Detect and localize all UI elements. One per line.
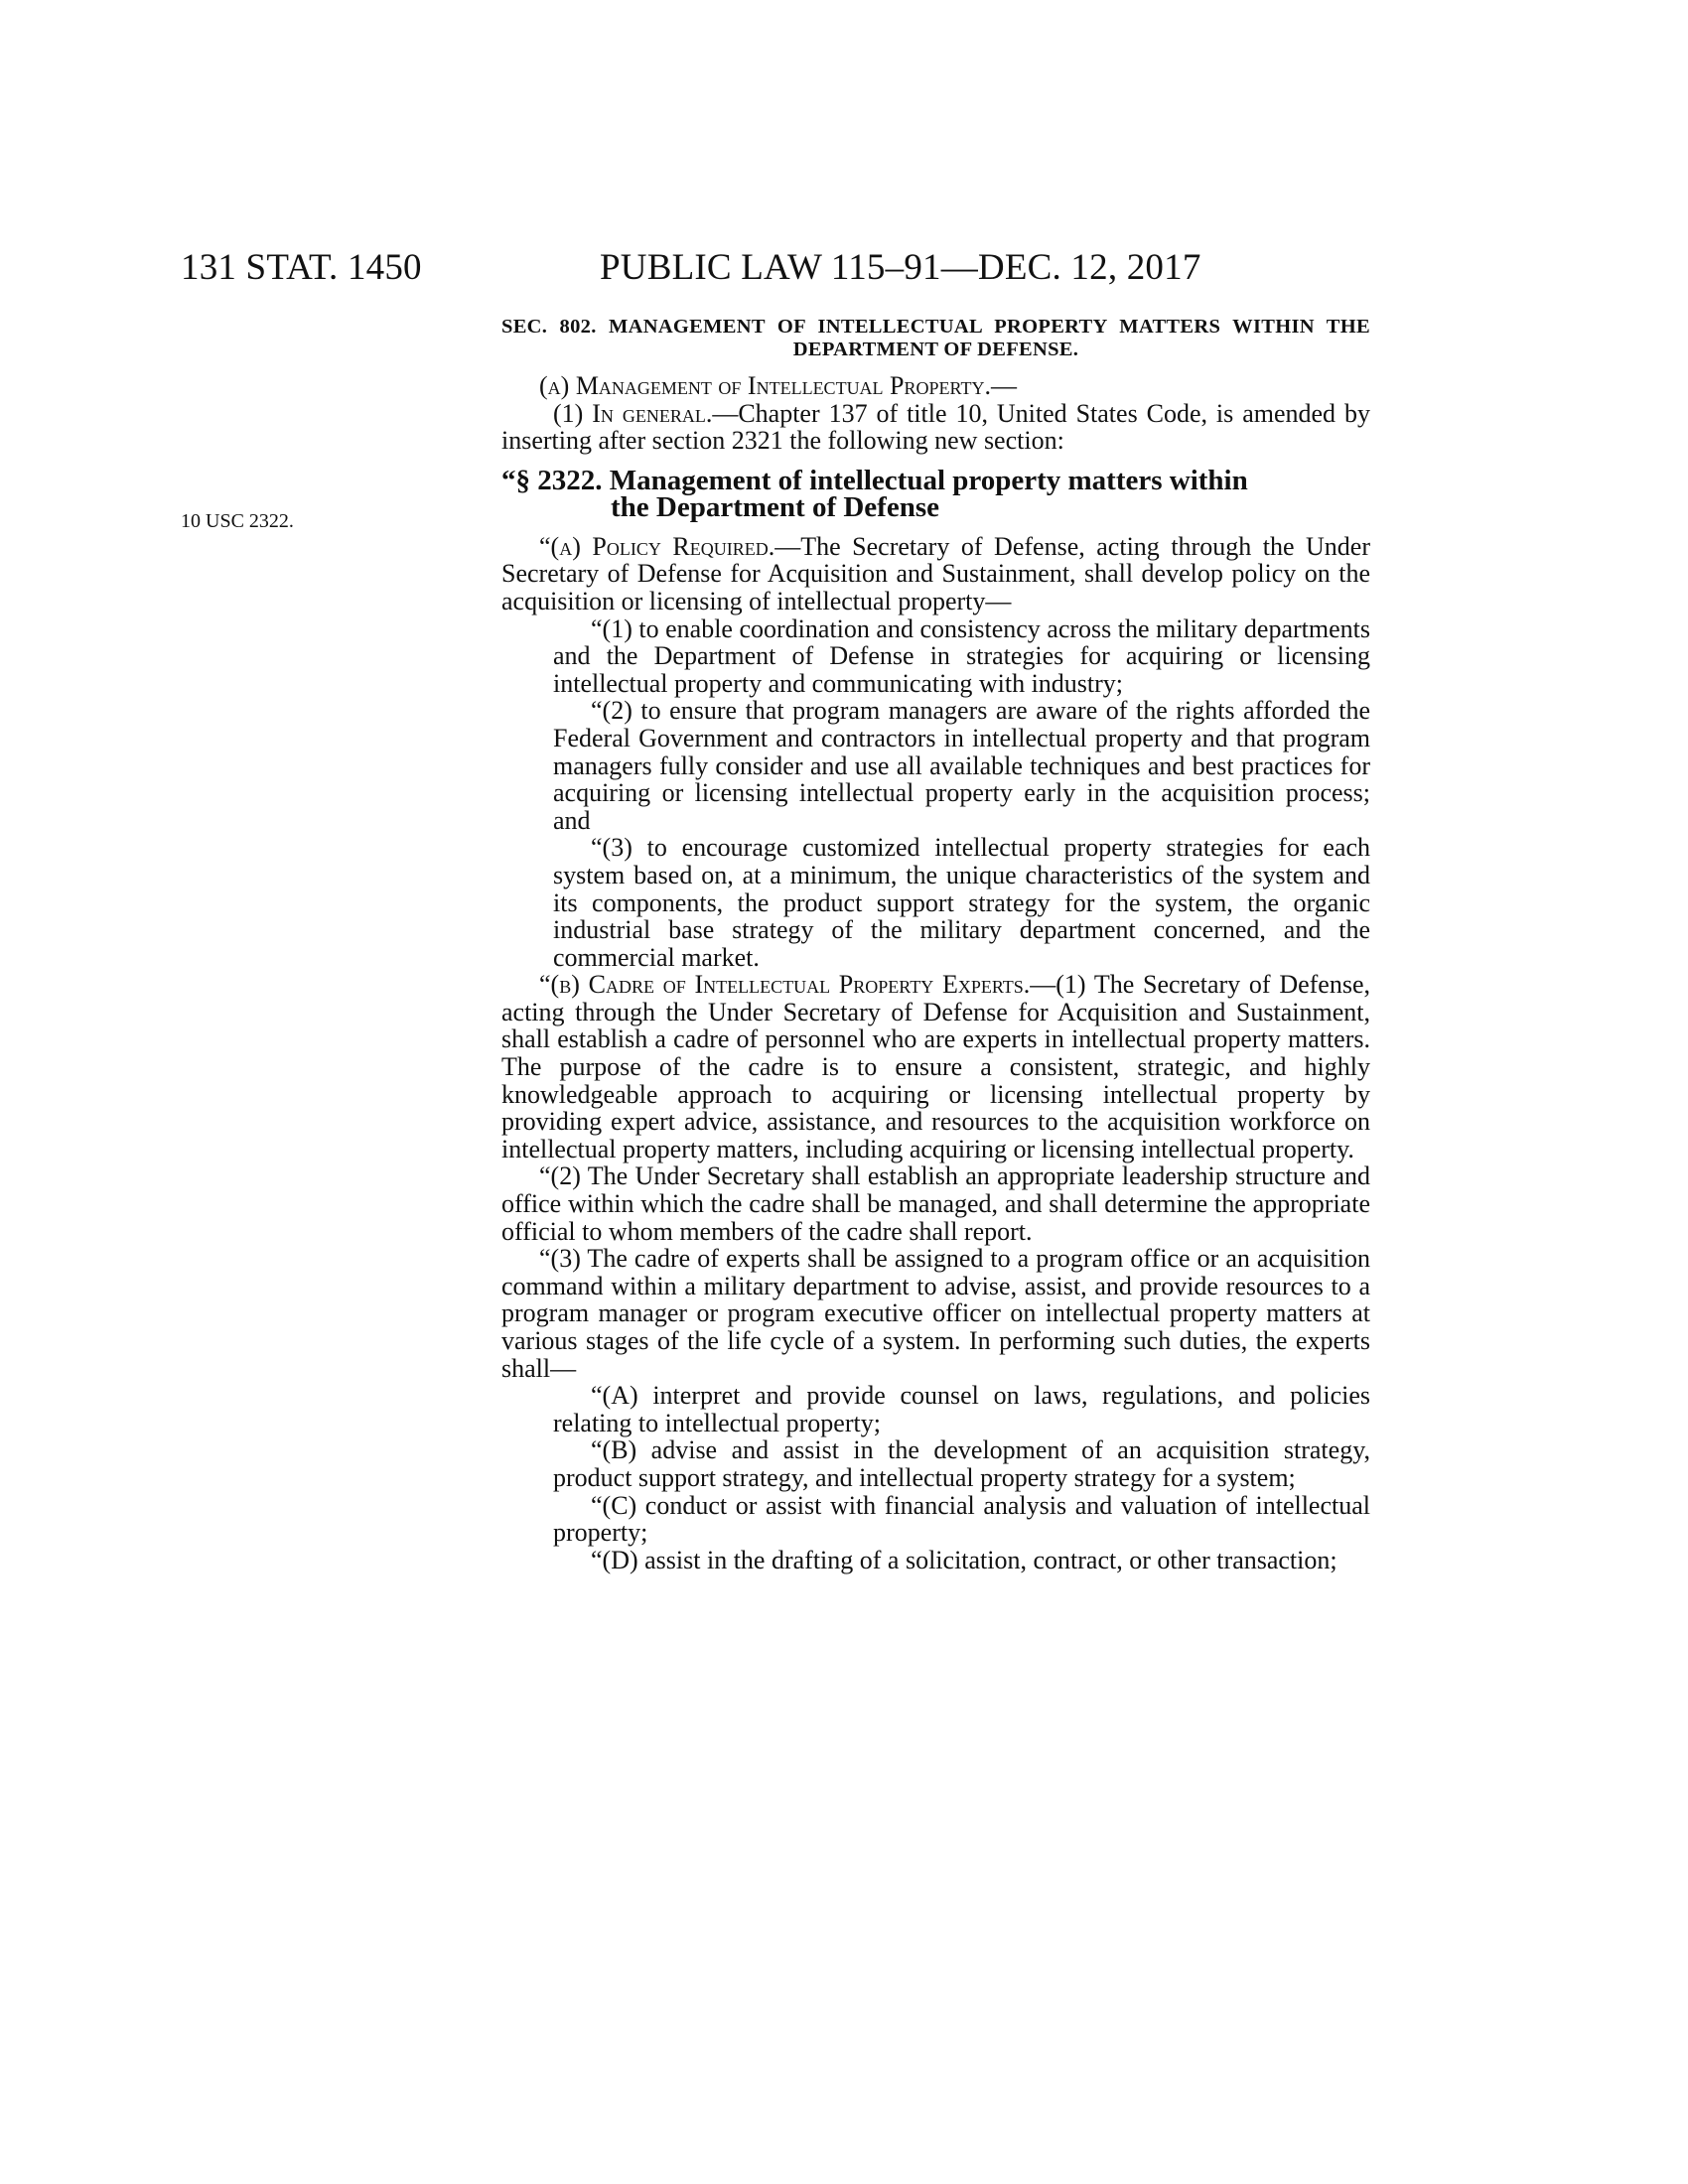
paragraph-a1-text: —Chapter 137 of title 10, United States Code, is amended by inserting after section 2321 the following new section: [501, 398, 1370, 456]
cadre-duty-b: “(B) advise and assist in the development of an acquisition strategy, product support strategy, and intellectual property strategy for a system; [553, 1435, 1370, 1492]
new-section-title-line2: the Department of Defense [611, 490, 939, 523]
cadre-duty-c: “(C) conduct or assist with financial analysis and valuation of intellectual property; [553, 1490, 1370, 1548]
page-header [181, 244, 1372, 292]
cadre-label: “(b) Cadre of Intellectual Property Experts. [539, 970, 1031, 1000]
statute-page-number: 131 STAT. 1450 [181, 247, 422, 288]
new-section-title-line1: “§ 2322. Management of intellectual property matters within [501, 464, 1248, 496]
cadre-duty-a: “(A) interpret and provide counsel on laws, regulations, and policies relating to intellectual property; [553, 1381, 1370, 1437]
policy-required-label: “(a) Policy Required. [539, 531, 775, 561]
margin-citation: 10 USC 2322. [181, 510, 294, 532]
paragraph-a1-label: (1) In general. [553, 398, 713, 428]
policy-item-3: “(3) to encourage customized intellectual property strategies for each system based on, at a minimum, the unique characteristics of the system and its components, the product support strategy for the system, the organic industrial base strategy of the military department concerned, and the commercial market. [553, 833, 1370, 972]
new-section-title [501, 464, 1370, 523]
subsection-a-label: (a) Management of Intellectual Property.— [539, 371, 1017, 400]
paragraph-a1 [501, 400, 1370, 455]
policy-items [553, 615, 1370, 972]
cadre-paragraph-3: “(3) The cadre of experts shall be assigned to a program office or an acquisition command within a military department to advise, assist, and provide resources to a program manager or program executive officer on intellectual property matters at various stages of the life cycle of a system. In performing such duties, the experts shall— [501, 1244, 1370, 1383]
subsection-b-cadre [501, 971, 1370, 1162]
cadre-paragraph-2: “(2) The Under Secretary shall establish an appropriate leadership structure and office within which the cadre shall be managed, and shall determine the appropriate official to whom members of the cadre shall report. [501, 1161, 1370, 1246]
policy-required-text: —The Secretary of Defense, acting through the Under Secretary of Defense for Acquisition and Sustainment, shall develop policy on the acquisition or licensing of intellectual property— [501, 531, 1371, 615]
subsection-a-heading [539, 372, 1370, 400]
cadre-paragraph-1: —(1) The Secretary of Defense, acting through the Under Secretary of Defense for Acquisition and Sustainment, shall establish a cadre of personnel who are experts in intellectual property matters. The purpose of the cadre is to ensure a consistent, strategic, and highly knowledgeable approach to acquiring or licensing intellectual property by providing expert advice, assistance, and resources to the acquisition workforce on intellectual property matters, including acquiring or licensing intellectual property. [501, 970, 1370, 1163]
public-law-title: PUBLIC LAW 115–91—DEC. 12, 2017 [600, 247, 1201, 288]
policy-item-2: “(2) to ensure that program managers are aware of the rights afforded the Federal Government and contractors in intellectual property and that program managers fully consider and use all available techniques and best practices for acquiring or licensing intellectual property early in the acquisition process; and [553, 696, 1370, 835]
policy-item-1: “(1) to enable coordination and consistency across the military departments and the Department of Defense in strategies for acquiring or licensing intellectual property and communicating with industry; [553, 614, 1370, 698]
cadre-duties [553, 1382, 1370, 1573]
subsection-a-policy [501, 533, 1370, 615]
cadre-duty-d: “(D) assist in the drafting of a solicitation, contract, or other transaction; [591, 1545, 1337, 1574]
document-body [501, 316, 1370, 1573]
section-heading: SEC. 802. MANAGEMENT OF INTELLECTUAL PROPERTY MATTERS WITHIN THE DEPARTMENT OF DEFENSE. [501, 316, 1370, 360]
